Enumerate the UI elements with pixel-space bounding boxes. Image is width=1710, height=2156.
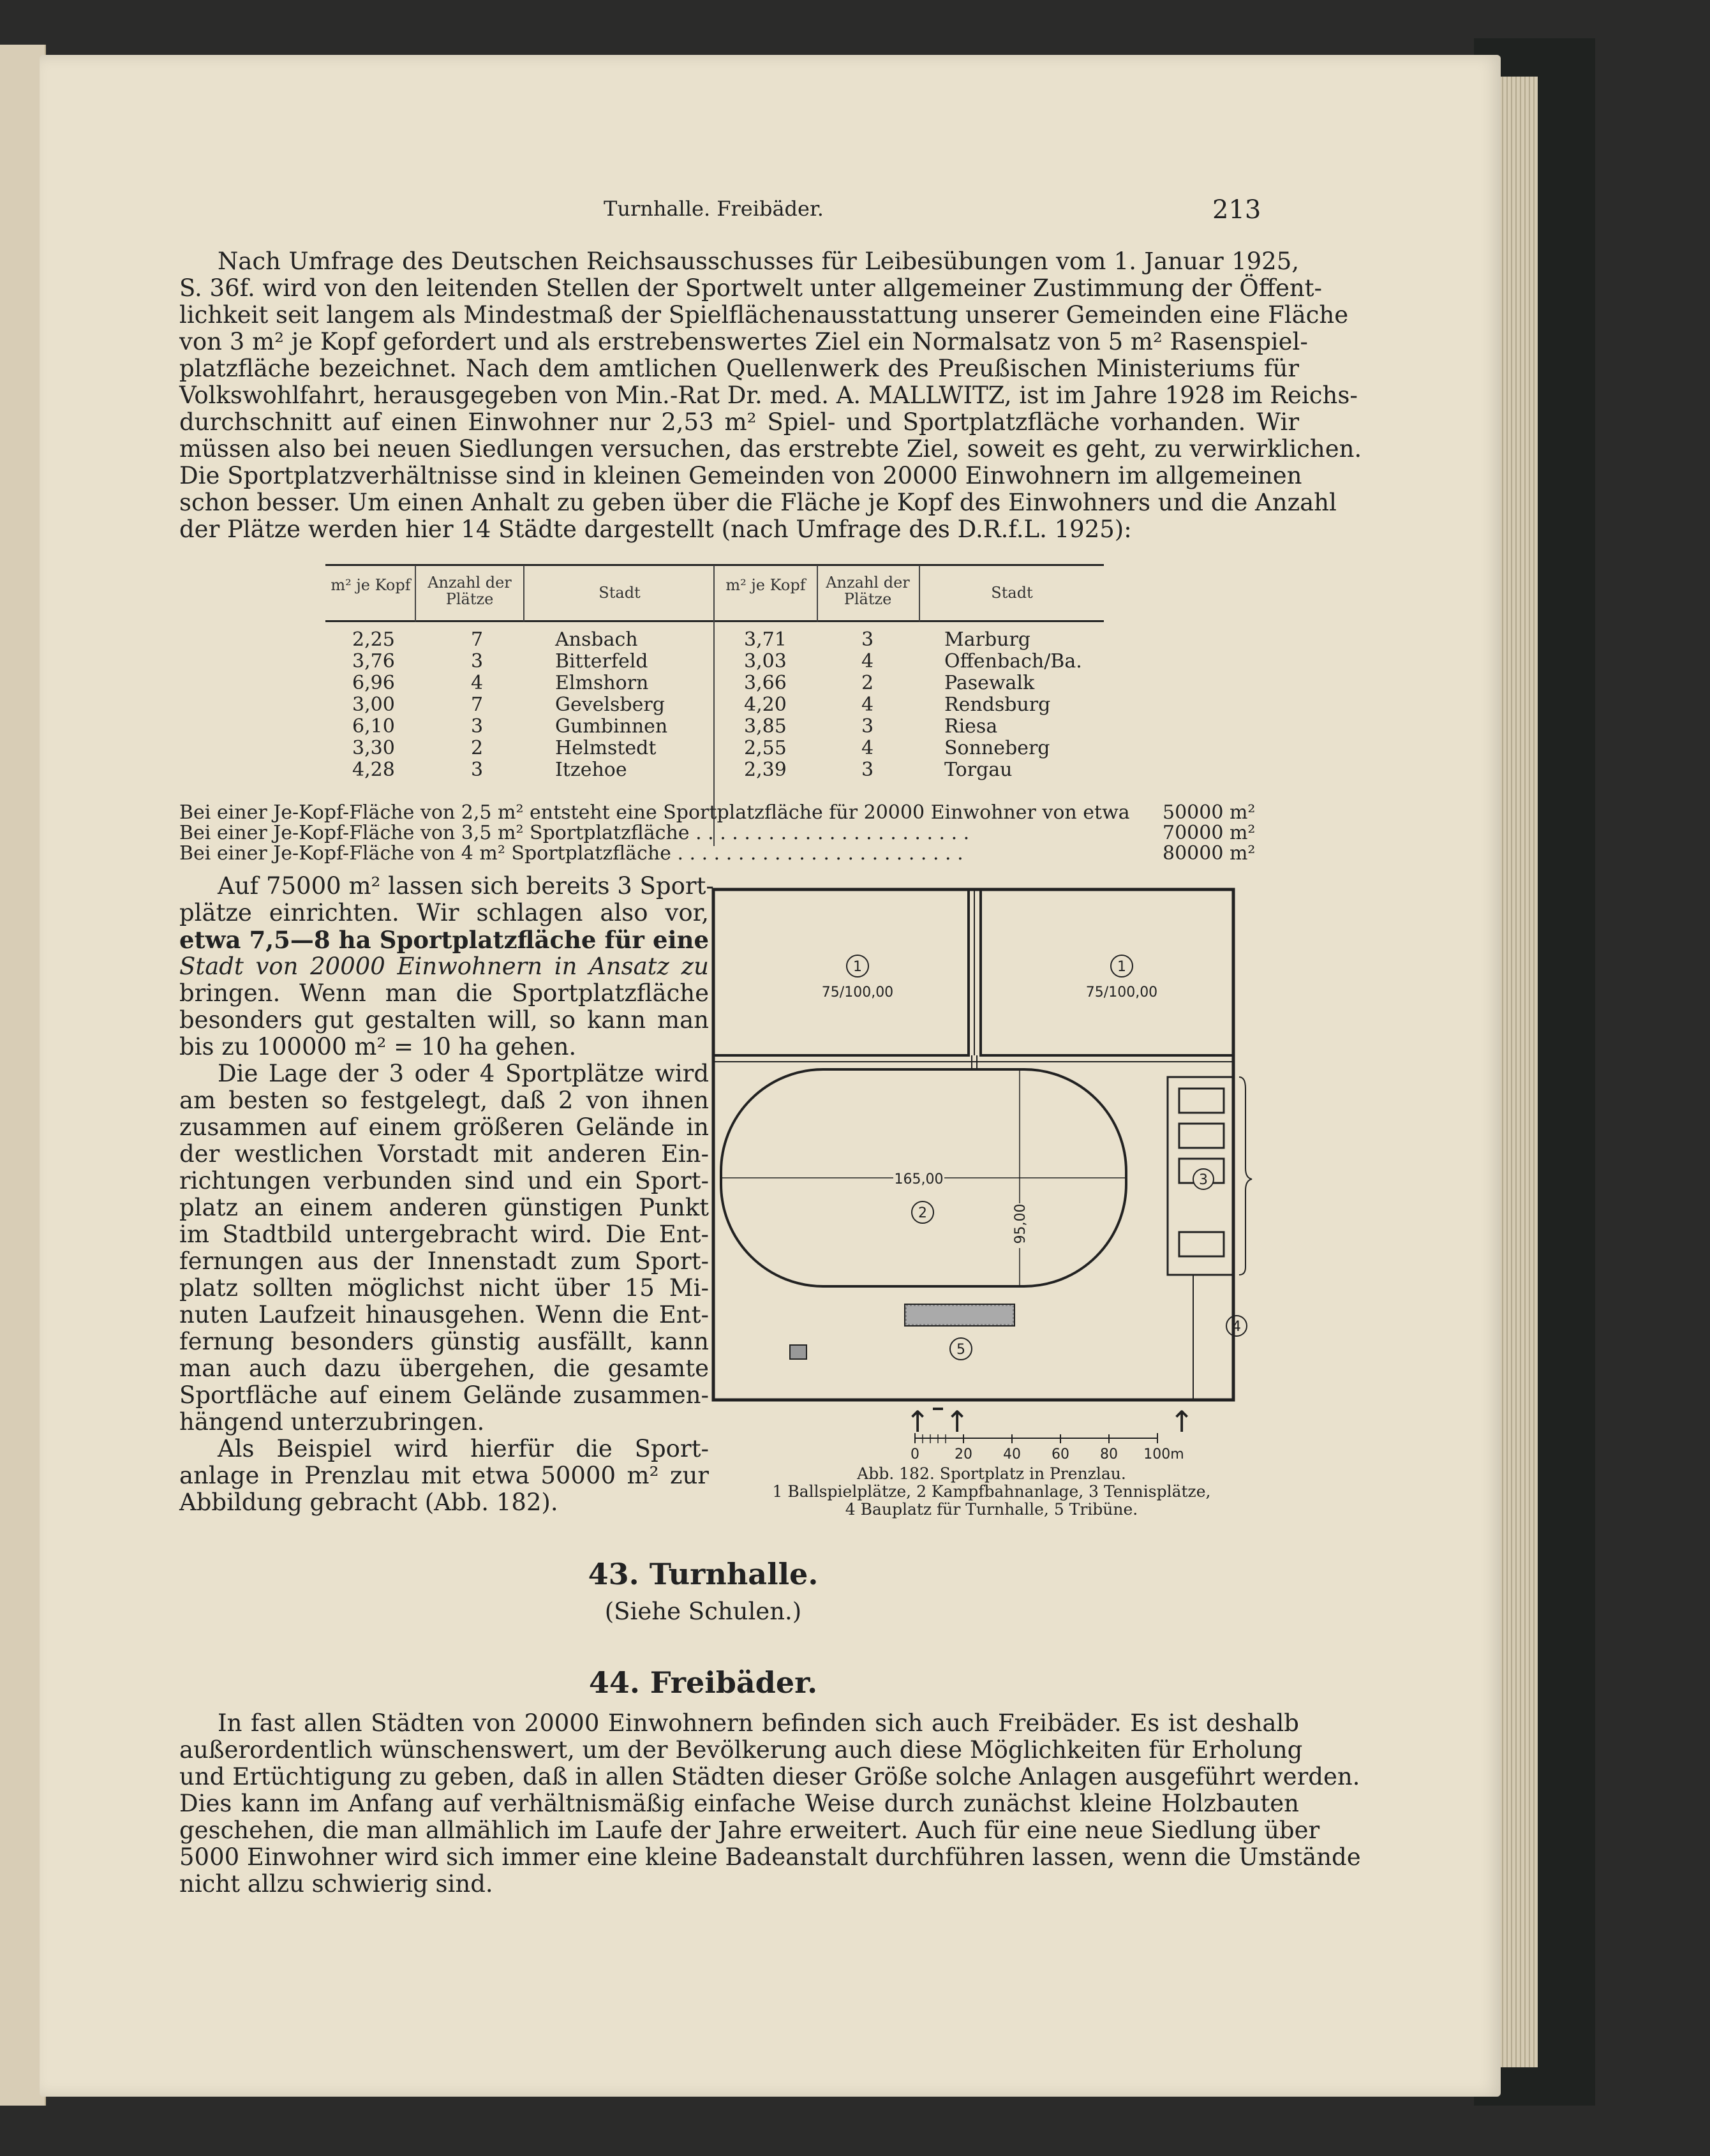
table-divider	[919, 565, 920, 621]
sports-ground-plan	[702, 884, 1289, 1535]
table-cell: 3	[861, 628, 874, 651]
table-cell: 3	[471, 759, 484, 781]
table-header: Stadt	[598, 584, 641, 602]
table-cell: Bitterfeld	[555, 650, 648, 673]
text-line: fernung besonders günstig ausfällt, kann	[179, 1328, 709, 1355]
table-header-rule	[325, 620, 1104, 622]
tennis-court	[1179, 1089, 1224, 1113]
text-line: durchschnitt auf einen Einwohner nur 2,53 m² Spiel- und Sportplatzfläche vorhanden. Wir	[179, 408, 1299, 436]
ball-field-right	[981, 889, 1233, 1055]
calc-value: 80000 m²	[1163, 842, 1256, 865]
small-building	[790, 1345, 807, 1359]
entrance-arrow: ↑	[1169, 1404, 1194, 1439]
table-cell: 3,76	[352, 650, 395, 673]
table-divider	[523, 565, 524, 621]
text-line: der Plätze werden hier 14 Städte dargestellt (nach Umfrage des D.R.f.L. 1925):	[179, 516, 1132, 543]
section-44-paragraph	[179, 1709, 1361, 1898]
table-cell: Offenbach/Ba.	[944, 650, 1082, 673]
text-line: am besten so festgelegt, daß 2 von ihnen	[179, 1087, 709, 1114]
calc-value: 70000 m²	[1163, 822, 1256, 844]
length-label: 165,00	[894, 1171, 944, 1187]
text-line: schon besser. Um einen Anhalt zu geben über die Fläche je Kopf des Einwohners und die Anzahl	[179, 489, 1337, 516]
table-cell: Torgau	[944, 759, 1013, 781]
scale-label: 20	[955, 1446, 972, 1462]
text-line: plätze einrichten. Wir schlagen also vor,	[179, 899, 709, 926]
entrance-arrow: ↑	[944, 1404, 970, 1439]
table-cell: 3,71	[744, 628, 787, 651]
ball-field-left	[713, 889, 969, 1055]
text-line: etwa 7,5—8 ha Sportplatzfläche für eine	[179, 926, 709, 954]
text-line: richtungen verbunden sind und ein Sport-	[179, 1167, 709, 1194]
text-line: Als Beispiel wird hierfür die Sport-	[218, 1435, 709, 1462]
calc-line: Bei einer Je-Kopf-Fläche von 4 m² Sportplatzfläche . . . . . . . . . . . . . . . . . . . . . . . .	[179, 842, 963, 865]
table-cell: Riesa	[944, 715, 998, 738]
text-line: fernungen aus der Innenstadt zum Sport-	[179, 1247, 709, 1275]
field-dimension-label: 75/100,00	[1085, 985, 1158, 1000]
table-cell: 4	[861, 694, 874, 716]
marker-5-label: 5	[956, 1342, 965, 1358]
text-line: man auch dazu übergehen, die gesamte	[179, 1355, 709, 1382]
table-cell: 6,10	[352, 715, 395, 738]
marker-1-label: 1	[853, 959, 862, 975]
table-header: Anzahl der Plätze	[826, 574, 910, 608]
table-cell: 4,28	[352, 759, 395, 781]
page-number: 213	[1212, 195, 1261, 225]
tennis-court	[1179, 1232, 1224, 1256]
scale-label: 80	[1100, 1446, 1118, 1462]
table-cell: Rendsburg	[944, 694, 1051, 716]
width-label: 95,00	[1013, 1203, 1029, 1244]
figure-caption-line: 4 Bauplatz für Turnhalle, 5 Tribüne.	[845, 1500, 1138, 1519]
table-cell: 3,00	[352, 694, 395, 716]
table-cell: Pasewalk	[944, 672, 1035, 694]
text-line: und Ertüchtigung zu geben, daß in allen Städten dieser Größe solche Anlagen ausgeführt werden.	[179, 1763, 1360, 1790]
marker-3-label: 3	[1199, 1172, 1208, 1188]
table-cell: 3	[471, 650, 484, 673]
table-cell: Elmshorn	[555, 672, 649, 694]
scale-label: 100m	[1143, 1446, 1184, 1462]
table-cell: 4	[471, 672, 484, 694]
intro-paragraph	[179, 248, 1362, 543]
table-cell: Ansbach	[555, 628, 638, 651]
table-cell: 4	[861, 737, 874, 759]
text-line: anlage in Prenzlau mit etwa 50000 m² zur	[179, 1462, 709, 1489]
table-divider	[817, 565, 818, 621]
table-cell: 3	[861, 759, 874, 781]
table-cell: Gevelsberg	[555, 694, 665, 716]
marker-4-label: 4	[1232, 1319, 1241, 1335]
grandstand	[905, 1304, 1015, 1326]
text-line: lichkeit seit langem als Mindestmaß der Spielflächenausstattung unserer Gemeinden eine Fläche	[179, 301, 1349, 329]
calc-value: 50000 m²	[1163, 801, 1256, 824]
table-cell: 7	[471, 628, 484, 651]
text-line: Dies kann im Anfang auf verhältnismäßig einfache Weise durch zunächst kleine Holzbauten	[179, 1790, 1299, 1817]
table-cell: 3,03	[744, 650, 787, 673]
text-line: der westlichen Vorstadt mit anderen Ein-	[179, 1140, 709, 1168]
table-cell: Marburg	[944, 628, 1031, 651]
calc-line: Bei einer Je-Kopf-Fläche von 3,5 m² Sportplatzfläche . . . . . . . . . . . . . . . . . . . . . . .	[179, 822, 970, 844]
table-cell: 7	[471, 694, 484, 716]
text-line: Volkswohlfahrt, herausgegeben von Min.-Rat Dr. med. A. MALLWITZ, ist im Jahre 1928 im Reichs-	[179, 382, 1358, 409]
table-header: Stadt	[991, 584, 1033, 602]
text-line: von 3 m² je Kopf gefordert und als erstrebenswertes Ziel ein Normalsatz von 5 m² Rasenspiel-	[179, 328, 1308, 355]
table-header: m² je Kopf	[725, 576, 806, 594]
text-line: Stadt von 20000 Einwohnern in Ansatz zu	[179, 953, 709, 980]
table-cell: 3,66	[744, 672, 787, 694]
scale-label: 40	[1003, 1446, 1021, 1462]
section-note: (Siehe Schulen.)	[604, 1598, 802, 1625]
text-line: platzfläche bezeichnet. Nach dem amtlichen Quellenwerk des Preußischen Ministeriums für	[179, 355, 1299, 382]
text-line: Auf 75000 m² lassen sich bereits 3 Sport-	[218, 872, 714, 900]
table-header: m² je Kopf	[331, 576, 411, 594]
table-divider	[415, 565, 416, 621]
text-line: platz an einem anderen günstigen Punkt	[179, 1194, 709, 1221]
text-line: zusammen auf einem größeren Gelände in	[179, 1113, 709, 1141]
tennis-court	[1179, 1124, 1224, 1148]
text-line: besonders gut gestalten will, so kann man	[179, 1006, 709, 1034]
table-cell: 2	[861, 672, 874, 694]
table-cell: Helmstedt	[555, 737, 657, 759]
field-dimension-label: 75/100,00	[821, 985, 894, 1000]
text-line: Nach Umfrage des Deutschen Reichsausschusses für Leibesübungen vom 1. Januar 1925,	[218, 248, 1299, 275]
left-column-text	[179, 872, 714, 1516]
text-line: nuten Laufzeit hinausgehen. Wenn die Ent-	[179, 1301, 709, 1328]
table-cell: Gumbinnen	[555, 715, 668, 738]
table-cell: 6,96	[352, 672, 395, 694]
text-line: In fast allen Städten von 20000 Einwohnern befinden sich auch Freibäder. Es ist deshalb	[218, 1709, 1299, 1737]
marker-1-label: 1	[1117, 959, 1126, 975]
scale-label: 0	[911, 1446, 919, 1462]
table-top-rule	[325, 564, 1104, 566]
table-cell: 2,25	[352, 628, 395, 651]
running-title: Turnhalle. Freibäder.	[604, 197, 824, 221]
section-heading: 44. Freibäder.	[588, 1665, 818, 1700]
text-line: außerordentlich wünschenswert, um der Bevölkerung auch diese Möglichkeiten für Erholung	[179, 1736, 1303, 1764]
table-cell: Sonneberg	[944, 737, 1050, 759]
calc-line: Bei einer Je-Kopf-Fläche von 2,5 m² entsteht eine Sportplatzfläche für 20000 Einwohner von etwa	[179, 801, 1130, 824]
table-cell: 4,20	[744, 694, 787, 716]
table-cell: 2,39	[744, 759, 787, 781]
text-line: müssen also bei neuen Siedlungen versuchen, das erstrebte Ziel, soweit es geht, zu verwirklichen.	[179, 435, 1362, 463]
figure-caption-line: 1 Ballspielplätze, 2 Kampfbahnanlage, 3 Tennisplätze,	[772, 1482, 1211, 1501]
text-line: 5000 Einwohner wird sich immer eine kleine Badeanstalt durchführen lassen, wenn die Umstände	[179, 1843, 1361, 1871]
table-cell: 3,30	[352, 737, 395, 759]
text-line: bringen. Wenn man die Sportplatzfläche	[179, 979, 709, 1007]
tennis-brace	[1239, 1077, 1252, 1275]
text-line: im Stadtbild untergebracht wird. Die Ent-	[179, 1221, 709, 1248]
section-heading: 43. Turnhalle.	[588, 1557, 819, 1591]
scale-label: 60	[1052, 1446, 1069, 1462]
text-line: nicht allzu schwierig sind.	[179, 1870, 493, 1898]
table-cell: 3,85	[744, 715, 787, 738]
text-line: Sportfläche auf einem Gelände zusammen-	[179, 1381, 709, 1409]
table-cell: 2,55	[744, 737, 787, 759]
text-line: Die Sportplatzverhältnisse sind in kleinen Gemeinden von 20000 Einwohnern im allgemeinen	[179, 462, 1302, 489]
text-line: Die Lage der 3 oder 4 Sportplätze wird	[218, 1060, 709, 1087]
book-page	[40, 55, 1501, 2097]
table-header: Anzahl der Plätze	[428, 574, 512, 608]
table-cell: 3	[861, 715, 874, 738]
table-cell: 3	[471, 715, 484, 738]
table-cell: 2	[471, 737, 484, 759]
figure-caption-title: Abb. 182. Sportplatz in Prenzlau.	[857, 1464, 1126, 1483]
text-line: hängend unterzubringen.	[179, 1408, 485, 1436]
entrance-arrow: ↑	[905, 1404, 930, 1439]
text-line: platz sollten möglichst nicht über 15 Mi-	[179, 1274, 709, 1302]
table-cell: 4	[861, 650, 874, 673]
text-line: Abbildung gebracht (Abb. 182).	[179, 1489, 558, 1516]
text-line: bis zu 100000 m² = 10 ha gehen.	[179, 1033, 577, 1060]
text-line: S. 36f. wird von den leitenden Stellen der Sportwelt unter allgemeiner Zustimmung der Öffent-	[179, 274, 1323, 302]
marker-2-label: 2	[918, 1205, 927, 1221]
table-cell: Itzehoe	[555, 759, 627, 781]
text-line: geschehen, die man allmählich im Laufe der Jahre erweitert. Auch für eine neue Siedlung über	[179, 1817, 1320, 1844]
